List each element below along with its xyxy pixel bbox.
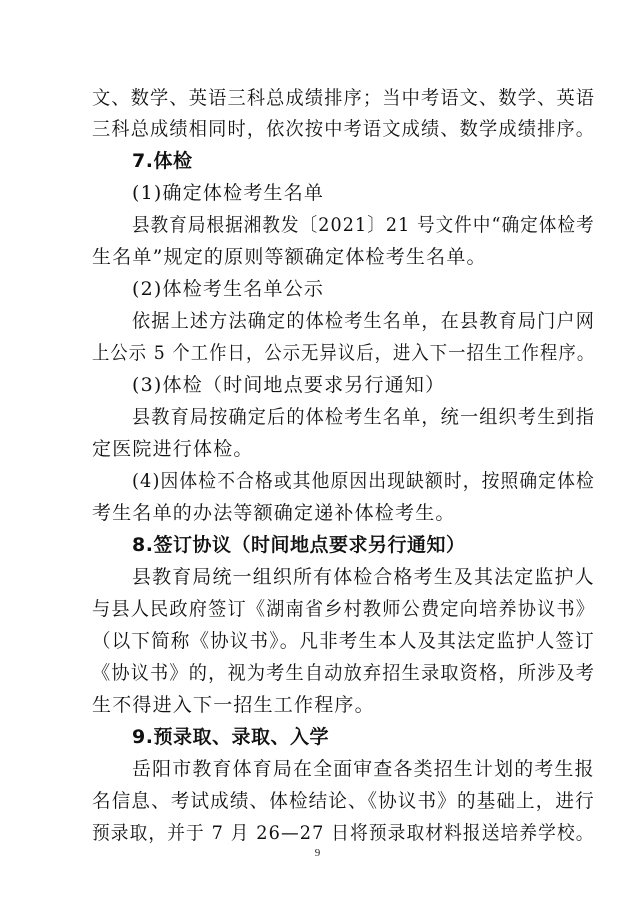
body-text-line: 与县人民政府签订《湖南省乡村教师公费定向培养协议书》	[92, 598, 596, 620]
subsection-heading: (3)体检（时间地点要求另行通知）	[132, 374, 446, 396]
body-text-line: 定医院进行体检。	[92, 438, 254, 460]
subsection-heading: (1)确定体检考生名单	[132, 182, 325, 204]
body-text-line: 名信息、考试成绩、体检结论、《协议书》的基础上，进行	[92, 790, 595, 812]
body-text-line: (4)因体检不合格或其他原因出现缺额时，按照确定体检	[132, 470, 595, 492]
body-text-line: 生名单”规定的原则等额确定体检考生名单。	[92, 246, 487, 268]
body-text-line: 预录取，并于 7 月 26—27 日将预录取材料报送培养学校。	[92, 822, 595, 844]
section-heading-8: 8.签订协议（时间地点要求另行通知）	[132, 534, 466, 556]
body-text-line: 县教育局根据湘教发〔2021〕21 号文件中“确定体检考	[132, 214, 595, 236]
subsection-heading: (2)体检考生名单公示	[132, 278, 325, 300]
body-text-line: 县教育局按确定后的体检考生名单，统一组织考生到指	[132, 406, 595, 428]
body-text-line: 《协议书》的，视为考生自动放弃招生录取资格，所涉及考	[92, 662, 596, 684]
section-heading-9: 9.预录取、录取、入学	[132, 726, 329, 748]
body-text-line: 生不得进入下一招生工作程序。	[92, 694, 375, 716]
body-text-line: 三科总成绩相同时，依次按中考语文成绩、数学成绩排序。	[92, 118, 596, 140]
body-text-line: 依据上述方法确定的体检考生名单，在县教育局门户网	[132, 310, 595, 332]
body-text-line: 县教育局统一组织所有体检合格考生及其法定监护人	[132, 566, 595, 588]
body-text-line: 岳阳市教育体育局在全面审查各类招生计划的考生报	[132, 758, 595, 780]
page-number: 9	[314, 847, 321, 859]
body-text-line: 文、数学、英语三科总成绩排序；当中考语文、数学、英语	[92, 87, 596, 109]
section-heading-7: 7.体检	[132, 150, 193, 172]
body-text-line: 上公示 5 个工作日，公示无异议后，进入下一招生工作程序。	[92, 342, 596, 364]
body-text-line: （以下简称《协议书》。凡非考生本人及其法定监护人签订	[92, 630, 595, 652]
body-text-line: 考生名单的办法等额确定递补体检考生。	[92, 502, 456, 524]
